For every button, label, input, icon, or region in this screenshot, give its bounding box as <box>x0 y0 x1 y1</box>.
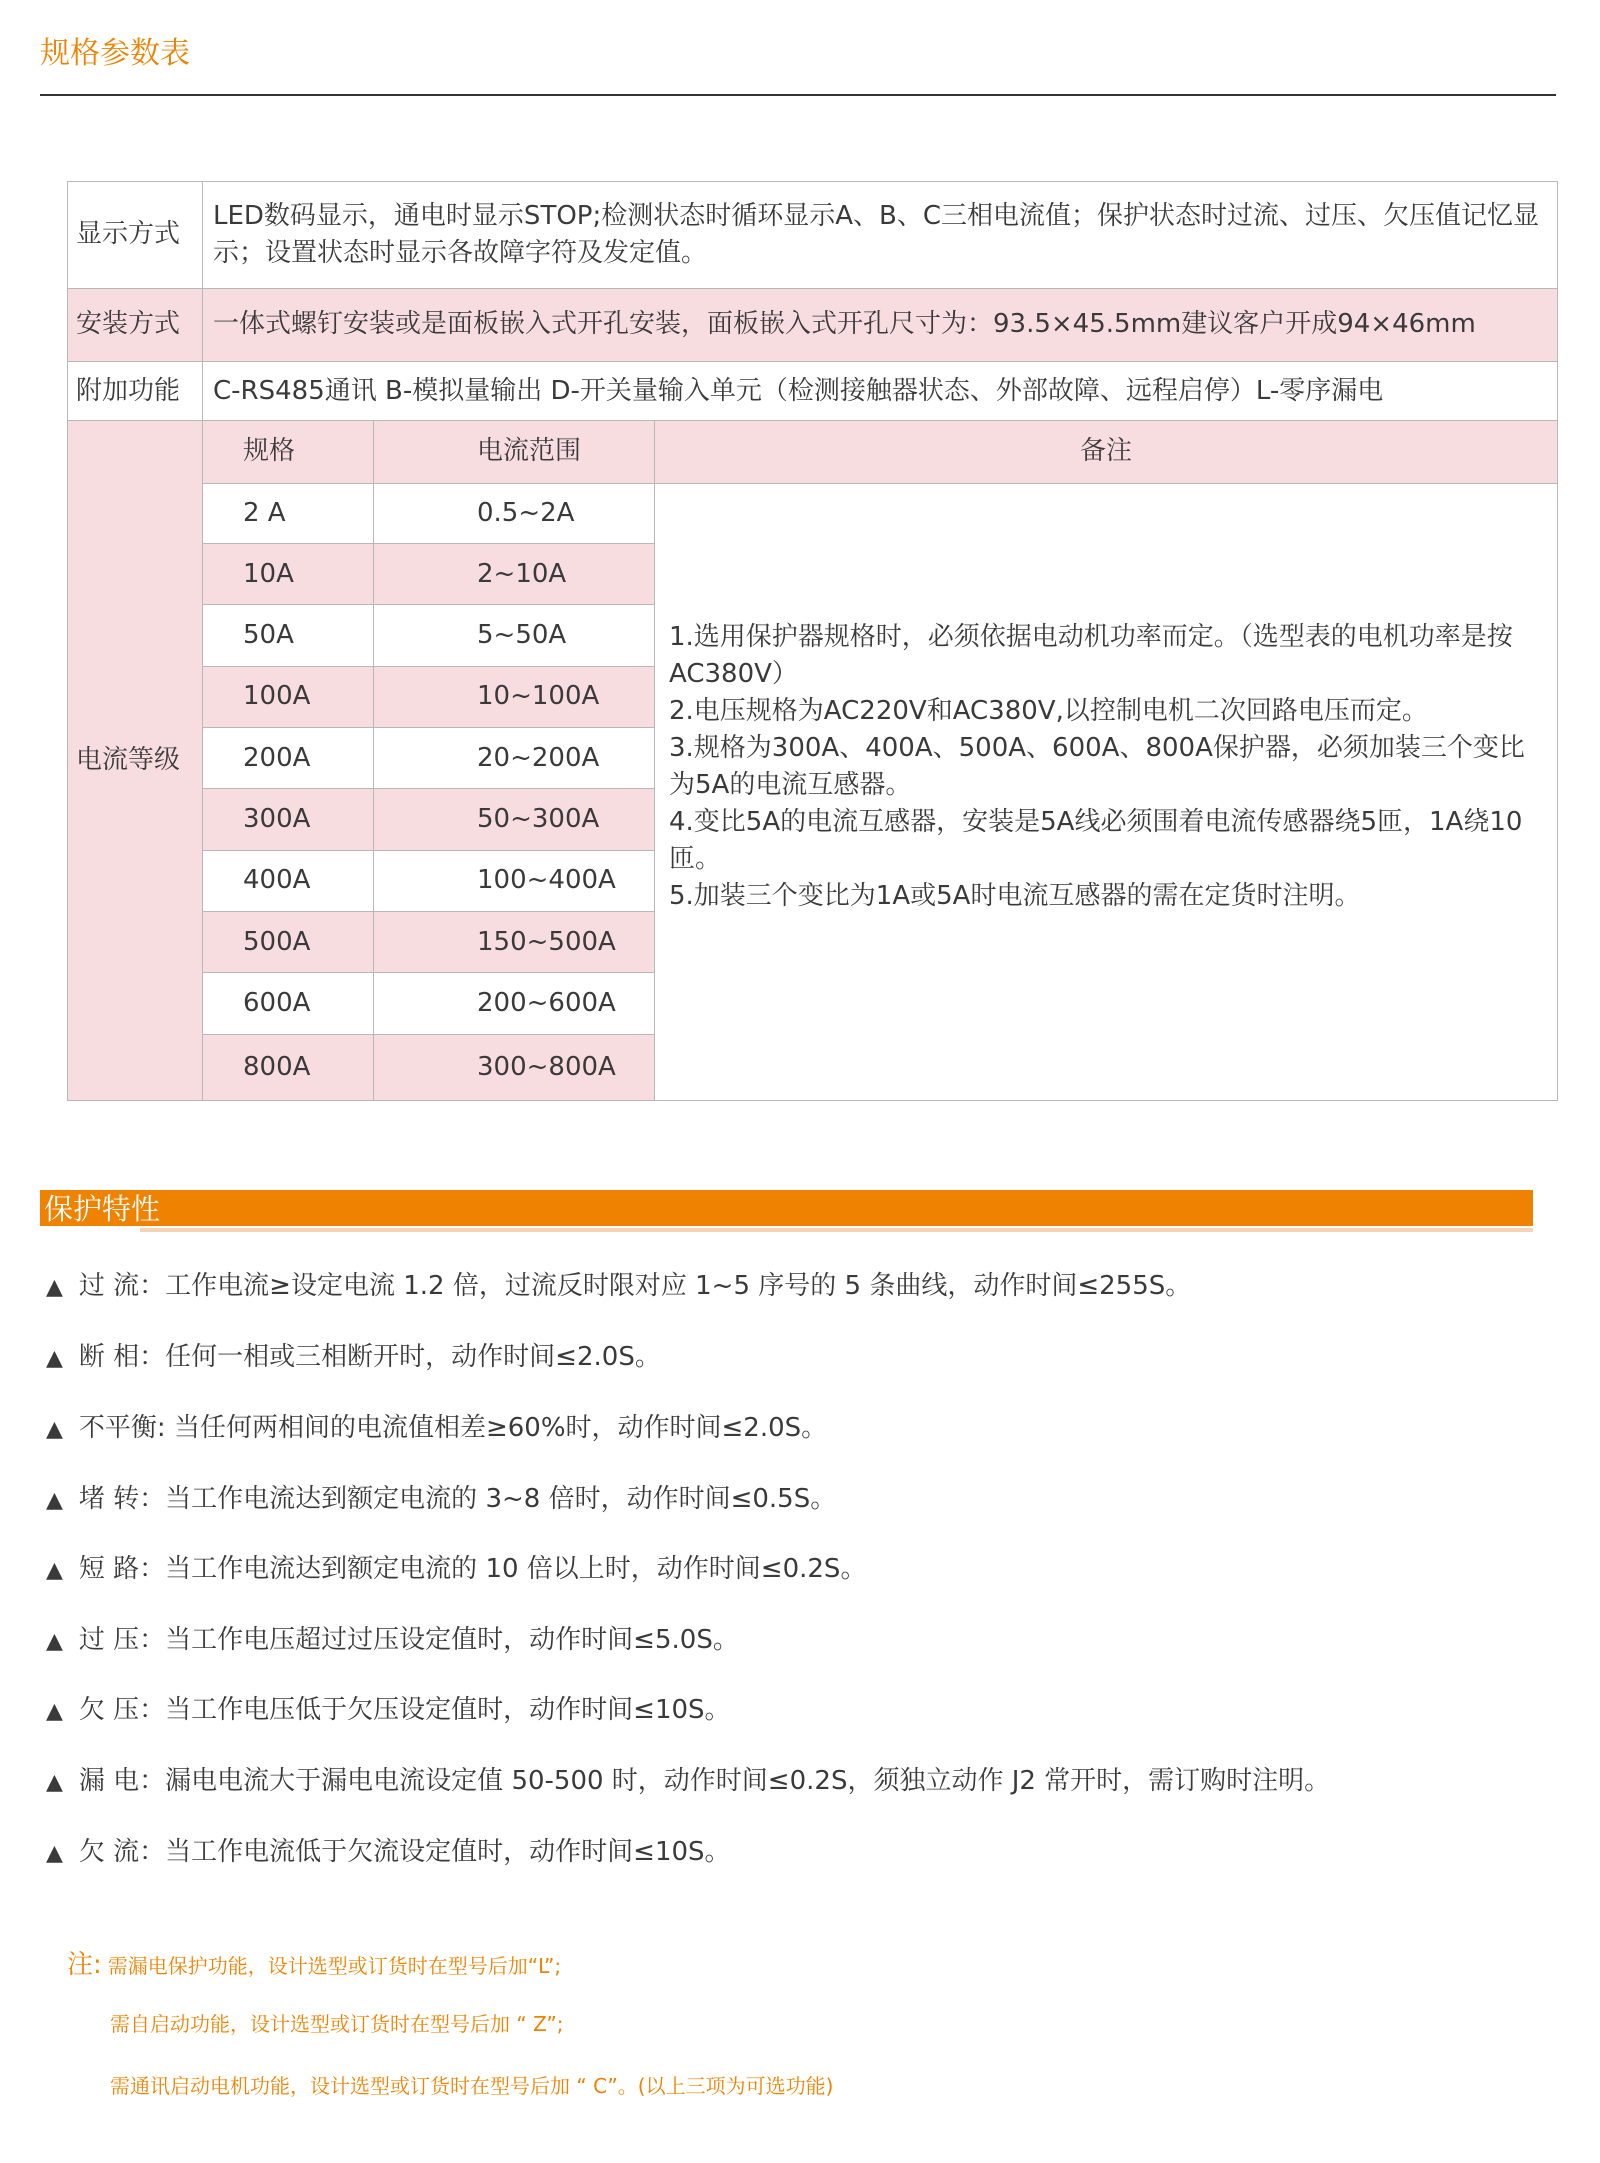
display-row <box>68 182 1558 289</box>
list-item <box>46 1689 731 1726</box>
note-text: 需通讯启动电机功能，设计选型或订货时在型号后加 “ C”。(以上三项为可选功能) <box>110 2074 834 2098</box>
order-note <box>110 2070 833 2099</box>
range-cell: 300~800A <box>374 1034 655 1100</box>
current-header-row <box>68 421 1558 483</box>
triangle-bullet-icon: ▲ <box>46 1346 63 1371</box>
note-line: 5.加装三个变比为1A或5A时电流互感器的需在定货时注明。 <box>669 880 1361 911</box>
header-rating: 规格 <box>203 421 374 483</box>
header-range: 电流范围 <box>374 421 655 483</box>
list-item <box>46 1760 1330 1797</box>
rating-cell: 800A <box>203 1034 374 1100</box>
protection-text: 过 流：工作电流≥设定电流 1.2 倍，过流反时限对应 1~5 序号的 5 条曲线，动作时间≤255S。 <box>78 1271 1192 1301</box>
notes-cell <box>655 483 1558 1100</box>
section-header-shadow <box>140 1228 1533 1232</box>
rating-cell: 50A <box>203 605 374 666</box>
range-cell: 2~10A <box>374 543 655 604</box>
note-line: 3.规格为300A、400A、500A、600A、800A保护器，必须加装三个变比为5A的电流互感器。 <box>669 732 1525 800</box>
list-item <box>46 1619 739 1656</box>
rating-cell: 200A <box>203 727 374 788</box>
protection-text: 断 相：任何一相或三相断开时，动作时间≤2.0S。 <box>78 1342 661 1372</box>
list-item <box>46 1336 661 1373</box>
table-row <box>68 483 1558 543</box>
section-header-bar <box>40 1190 1533 1226</box>
rating-cell: 10A <box>203 543 374 604</box>
current-label: 电流等级 <box>68 421 203 1101</box>
list-item <box>46 1478 836 1515</box>
note-line: 4.变比5A的电流互感器，安装是5A线必须围着电流传感器绕5匝，1A绕10匝。 <box>669 806 1523 874</box>
triangle-bullet-icon: ▲ <box>46 1558 63 1583</box>
display-label: 显示方式 <box>68 182 203 289</box>
range-cell: 50~300A <box>374 789 655 850</box>
title-divider <box>40 94 1556 96</box>
protection-text: 欠 流：当工作电流低于欠流设定值时，动作时间≤10S。 <box>78 1837 731 1867</box>
note-text: 需自启动功能，设计选型或订货时在型号后加 “ Z”; <box>110 2012 564 2036</box>
display-value: LED数码显示，通电时显示STOP;检测状态时循环显示A、B、C三相电流值；保护状态时过流、过压、欠压值记忆显示；设置状态时显示各故障字符及发定值。 <box>203 182 1558 289</box>
protection-text: 堵 转：当工作电流达到额定电流的 3~8 倍时，动作时间≤0.5S。 <box>78 1484 837 1514</box>
note-line: 1.选用保护器规格时，必须依据电动机功率而定。（选型表的电机功率是按AC380V） <box>669 622 1513 690</box>
extra-value: C-RS485通讯 B-模拟量输出 D-开关量输入单元（检测接触器状态、外部故障、远程启停）L-零序漏电 <box>203 361 1558 420</box>
note-prefix: 注: <box>67 1950 102 1980</box>
install-label: 安装方式 <box>68 288 203 361</box>
range-cell: 100~400A <box>374 850 655 911</box>
triangle-bullet-icon: ▲ <box>46 1841 63 1866</box>
rating-cell: 500A <box>203 911 374 972</box>
install-value: 一体式螺钉安装或是面板嵌入式开孔安装，面板嵌入式开孔尺寸为：93.5×45.5mm建议客户开成94×46mm <box>203 288 1558 361</box>
range-cell: 20~200A <box>374 727 655 788</box>
order-note <box>67 1944 561 1981</box>
protection-text: 不平衡: 当任何两相间的电流值相差≥60%时，动作时间≤2.0S。 <box>78 1413 828 1443</box>
protection-text: 过 压：当工作电压超过过压设定值时，动作时间≤5.0S。 <box>78 1625 739 1655</box>
protection-text: 漏 电：漏电电流大于漏电电流设定值 50-500 时，动作时间≤0.2S，须独立动作 J2 常开时，需订购时注明。 <box>78 1766 1331 1796</box>
page-title: 规格参数表 <box>40 36 190 71</box>
list-item <box>46 1407 827 1444</box>
triangle-bullet-icon: ▲ <box>46 1417 63 1442</box>
triangle-bullet-icon: ▲ <box>46 1770 63 1795</box>
rating-cell: 300A <box>203 789 374 850</box>
range-cell: 5~50A <box>374 605 655 666</box>
range-cell: 150~500A <box>374 911 655 972</box>
header-notes: 备注 <box>655 421 1558 483</box>
extra-row <box>68 361 1558 420</box>
triangle-bullet-icon: ▲ <box>46 1699 63 1724</box>
rating-cell: 600A <box>203 973 374 1034</box>
range-cell: 10~100A <box>374 666 655 727</box>
section-title: 保护特性 <box>44 1192 161 1226</box>
protection-text: 短 路：当工作电流达到额定电流的 10 倍以上时，动作时间≤0.2S。 <box>78 1554 867 1584</box>
extra-label: 附加功能 <box>68 361 203 420</box>
install-row <box>68 288 1558 361</box>
rating-cell: 2 A <box>203 483 374 543</box>
triangle-bullet-icon: ▲ <box>46 1629 63 1654</box>
triangle-bullet-icon: ▲ <box>46 1488 63 1513</box>
spec-table <box>67 181 1558 1101</box>
note-line: 2.电压规格为AC220V和AC380V,以控制电机二次回路电压而定。 <box>669 695 1428 726</box>
rating-cell: 400A <box>203 850 374 911</box>
protection-text: 欠 压：当工作电压低于欠压设定值时，动作时间≤10S。 <box>78 1695 731 1725</box>
list-item <box>46 1265 1191 1302</box>
triangle-bullet-icon: ▲ <box>46 1275 63 1300</box>
note-text: 需漏电保护功能，设计选型或订货时在型号后加“L”; <box>107 1954 562 1978</box>
order-note <box>110 2008 564 2037</box>
range-cell: 200~600A <box>374 973 655 1034</box>
list-item <box>46 1831 731 1868</box>
list-item <box>46 1548 866 1585</box>
range-cell: 0.5~2A <box>374 483 655 543</box>
rating-cell: 100A <box>203 666 374 727</box>
